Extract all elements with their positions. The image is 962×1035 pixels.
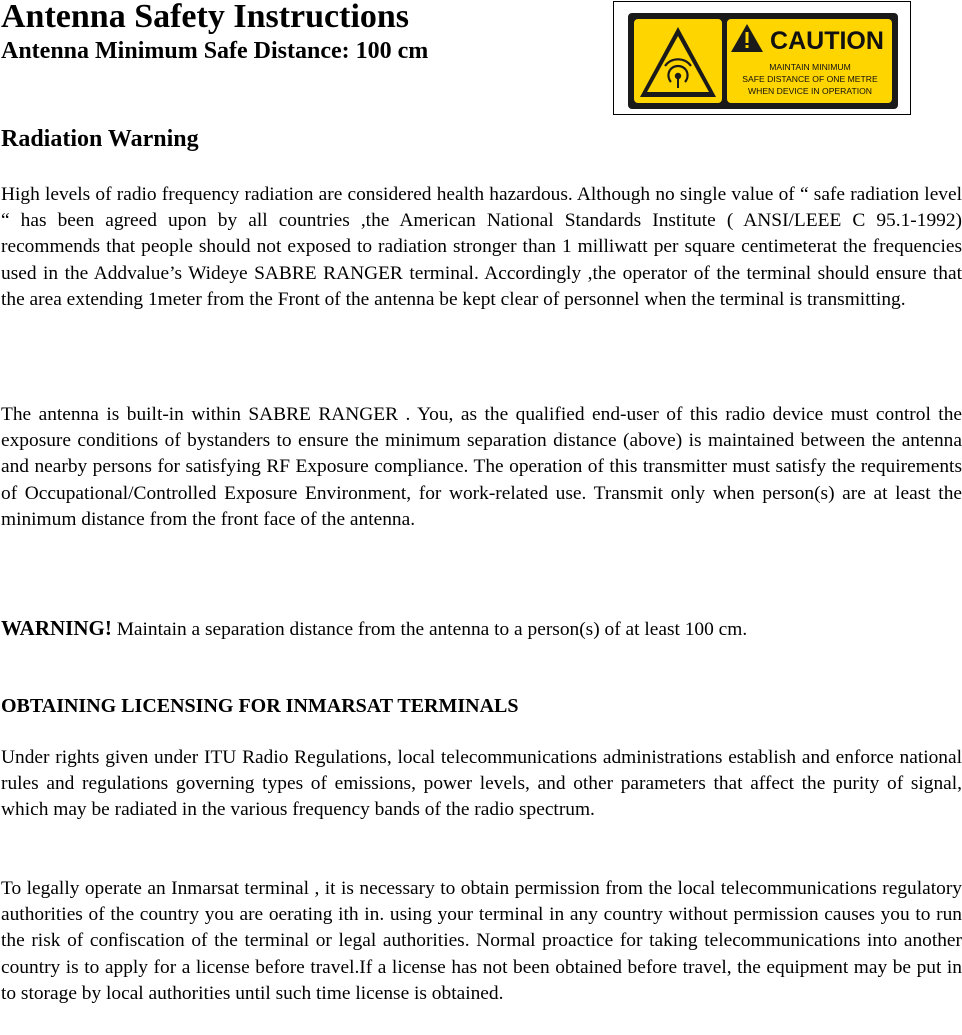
caution-line-1: MAINTAIN MINIMUM bbox=[769, 62, 851, 72]
page-title: Antenna Safety Instructions bbox=[1, 0, 410, 35]
warning-statement bbox=[1, 615, 747, 643]
radiation-warning-heading: Radiation Warning bbox=[1, 126, 199, 152]
caution-line-3: WHEN DEVICE IN OPERATION bbox=[748, 86, 872, 96]
radiation-paragraph-2: The antenna is built-in within SABRE RANGER . You, as the qualified end-user of this radio device must control the exposure conditions of bystanders to ensure the minimum separation distance (above) is maintained between the antenna and nearby persons for satisfying RF Exposure compliance. The operation of this transmitter must satisfy the requirements of Occupational/Controlled Exposure Environment, for work-related use. Transmit only when person(s) are at least the minimum distance from the front face of the antenna. bbox=[1, 404, 962, 530]
radiation-paragraph-1: High levels of radio frequency radiation are considered health hazardous. Although no single value of “ safe radiation level “ has been agreed upon by all countries ,the American National Standards Institute ( ANSI/LEEE C 95.1-1992) recommends that people should not exposed to radiation stronger than 1 milliwatt per square centimeterat the frequencies used in the Addvalue’s Wideye SABRE RANGER terminal. Accordingly ,the operator of the terminal should ensure that the area extending 1meter from the Front of the antenna be kept clear of personnel when the terminal is transmitting. bbox=[1, 184, 962, 310]
caution-sign bbox=[628, 13, 898, 109]
page-subtitle: Antenna Minimum Safe Distance: 100 cm bbox=[1, 38, 429, 64]
licensing-paragraph-1: Under rights given under ITU Radio Regulations, local telecommunications administrations establish and enforce national rules and regulations governing types of emissions, power levels, and other parameters that affect the purity of signal, which may be radiated in the various frequency bands of the radio spectrum. bbox=[1, 747, 962, 821]
caution-headline: CAUTION bbox=[770, 27, 884, 55]
warning-label: WARNING! bbox=[1, 616, 112, 640]
licensing-heading: OBTAINING LICENSING FOR INMARSAT TERMINALS bbox=[1, 695, 519, 717]
licensing-paragraph-2: To legally operate an Inmarsat terminal , it is necessary to obtain permission from the local telecommunications regulatory authorities of the country you are oerating ith in. using your terminal in any country without permission causes you to run the risk of confiscation of the terminal or legal authorities. Normal proactice for taking telecommunications into another country is to apply for a license before travel.If a license has not been obtained before travel, the equipment may be put in to storage by local authorities until such time license is obtained. bbox=[1, 878, 962, 1004]
caution-line-2: SAFE DISTANCE OF ONE METRE bbox=[742, 74, 878, 84]
warning-text: Maintain a separation distance from the antenna to a person(s) of at least 100 cm. bbox=[111, 619, 748, 640]
